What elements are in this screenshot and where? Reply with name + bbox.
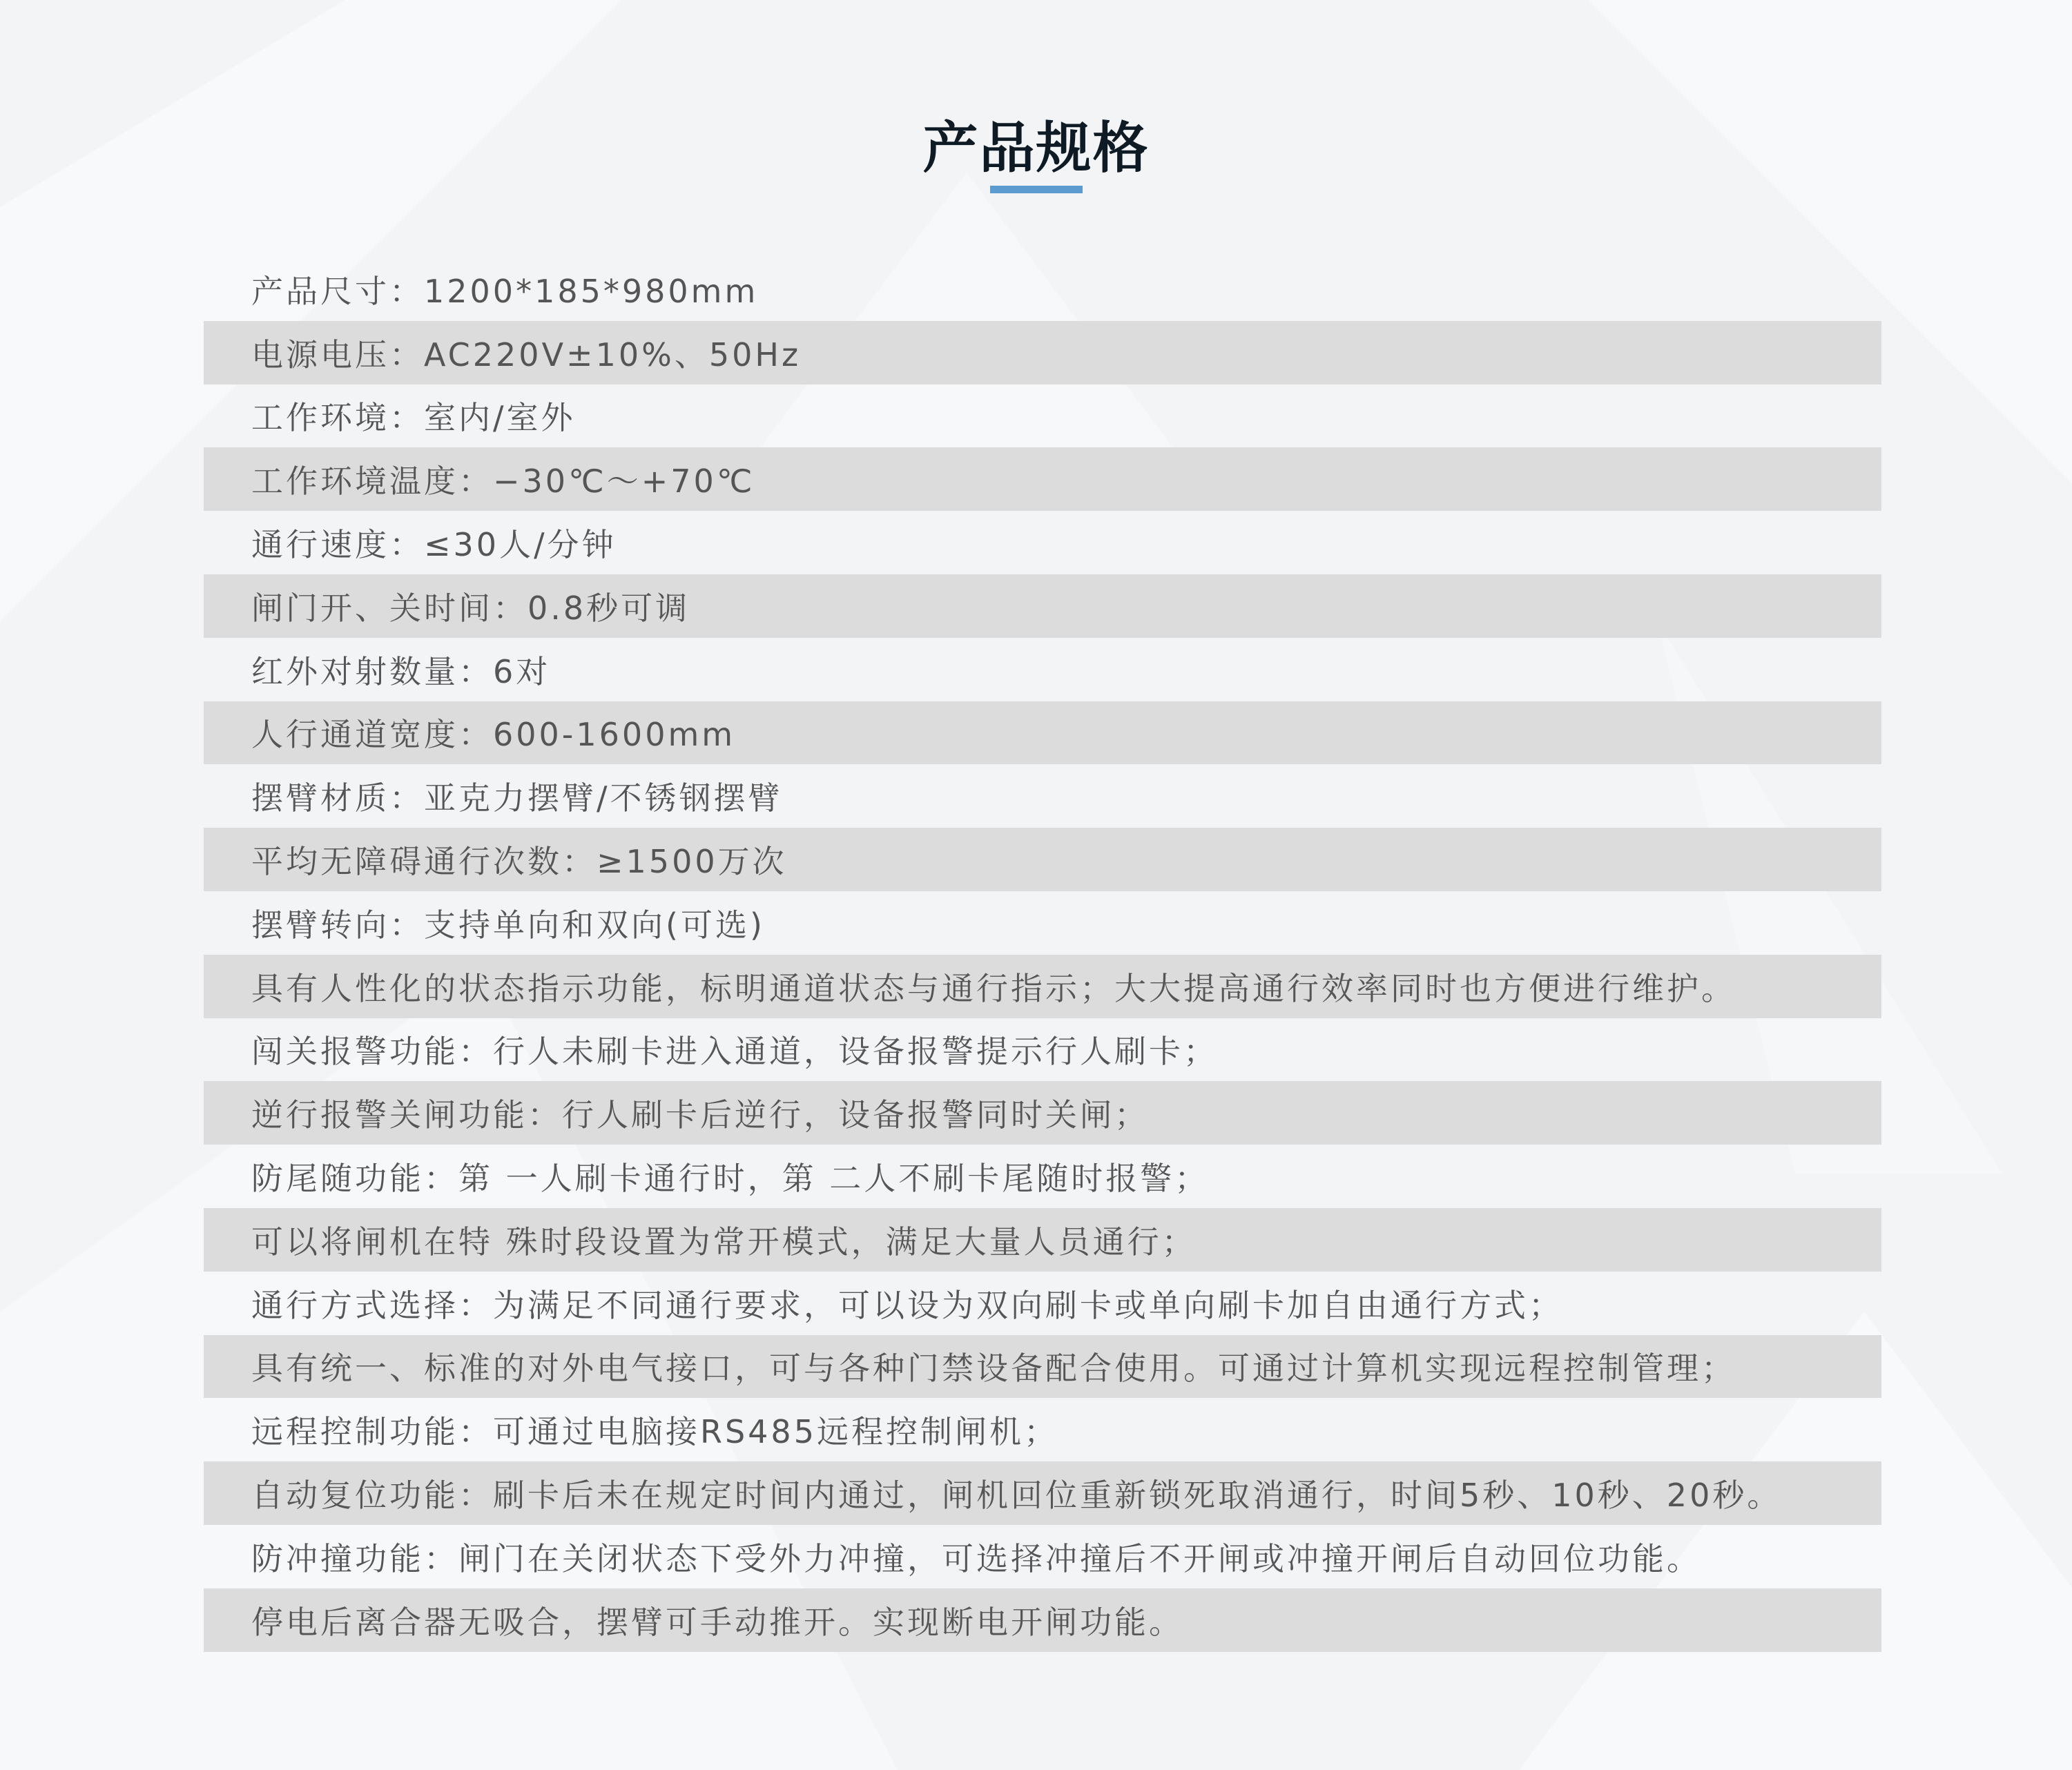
spec-text: 防冲撞功能：闸门在关闭状态下受外力冲撞，可选择冲撞后不开闸或冲撞开闸后自动回位功能。	[251, 1539, 1701, 1577]
spec-text: 红外对射数量：6对	[251, 652, 551, 690]
spec-row	[204, 447, 1881, 511]
spec-row	[204, 1081, 1881, 1145]
spec-row	[204, 1208, 1881, 1272]
spec-row	[204, 638, 1881, 701]
spec-text: 停电后离合器无吸合，摆臂可手动推开。实现断电开闸功能。	[251, 1603, 1183, 1641]
spec-row	[204, 321, 1881, 385]
spec-text: 通行速度：≤30人/分钟	[251, 526, 617, 564]
spec-text: 逆行报警关闸功能：行人刷卡后逆行，设备报警同时关闸；	[251, 1096, 1149, 1134]
spec-row	[204, 1525, 1881, 1588]
spec-text: 产品尺寸：1200*185*980mm	[251, 272, 759, 310]
spec-row	[204, 1588, 1881, 1652]
spec-row	[204, 1398, 1881, 1461]
spec-row	[204, 1335, 1881, 1399]
spec-text: 远程控制功能：可通过电脑接RS485远程控制闸机；	[251, 1413, 1058, 1451]
spec-text: 电源电压：AC220V±10%、50Hz	[251, 335, 802, 373]
spec-row	[204, 257, 1881, 321]
spec-text: 自动复位功能：刷卡后未在规定时间内通过，闸机回位重新锁死取消通行，时间5秒、10秒、20秒。	[251, 1477, 1782, 1515]
spec-text: 工作环境：室内/室外	[251, 399, 576, 437]
spec-row	[204, 1018, 1881, 1082]
page-title: 产品规格	[922, 116, 1150, 180]
spec-text: 通行方式选择：为满足不同通行要求，可以设为双向刷卡或单向刷卡加自由通行方式；	[251, 1286, 1563, 1324]
spec-text: 可以将闸机在特 殊时段设置为常开模式，满足大量人员通行；	[251, 1223, 1197, 1261]
spec-row	[204, 511, 1881, 574]
spec-list	[204, 257, 1881, 1652]
spec-row	[204, 764, 1881, 828]
spec-text: 工作环境温度：−30℃～+70℃	[251, 463, 755, 500]
spec-row	[204, 385, 1881, 448]
spec-text: 摆臂材质：亚克力摆臂/不锈钢摆臂	[251, 779, 783, 817]
spec-row	[204, 1145, 1881, 1208]
spec-text: 闸门开、关时间：0.8秒可调	[251, 589, 690, 627]
spec-row	[204, 701, 1881, 765]
spec-text: 具有统一、标准的对外电气接口，可与各种门禁设备配合使用。可通过计算机实现远程控制管理；	[251, 1350, 1736, 1388]
spec-row	[204, 891, 1881, 955]
spec-text: 闯关报警功能：行人未刷卡进入通道，设备报警提示行人刷卡；	[251, 1033, 1218, 1071]
spec-text: 具有人性化的状态指示功能，标明通道状态与通行指示；大大提高通行效率同时也方便进行维护。	[251, 969, 1736, 1007]
spec-row	[204, 955, 1881, 1018]
spec-text: 平均无障碍通行次数：≥1500万次	[251, 843, 787, 881]
spec-text: 人行通道宽度：600-1600mm	[251, 716, 736, 754]
title-underline	[990, 186, 1083, 193]
spec-text: 防尾随功能：第 一人刷卡通行时，第 二人不刷卡尾随时报警；	[251, 1160, 1210, 1198]
spec-row	[204, 1461, 1881, 1525]
spec-row	[204, 1272, 1881, 1335]
spec-text: 摆臂转向：支持单向和双向(可选)	[251, 906, 765, 944]
spec-row	[204, 828, 1881, 891]
spec-row	[204, 574, 1881, 638]
